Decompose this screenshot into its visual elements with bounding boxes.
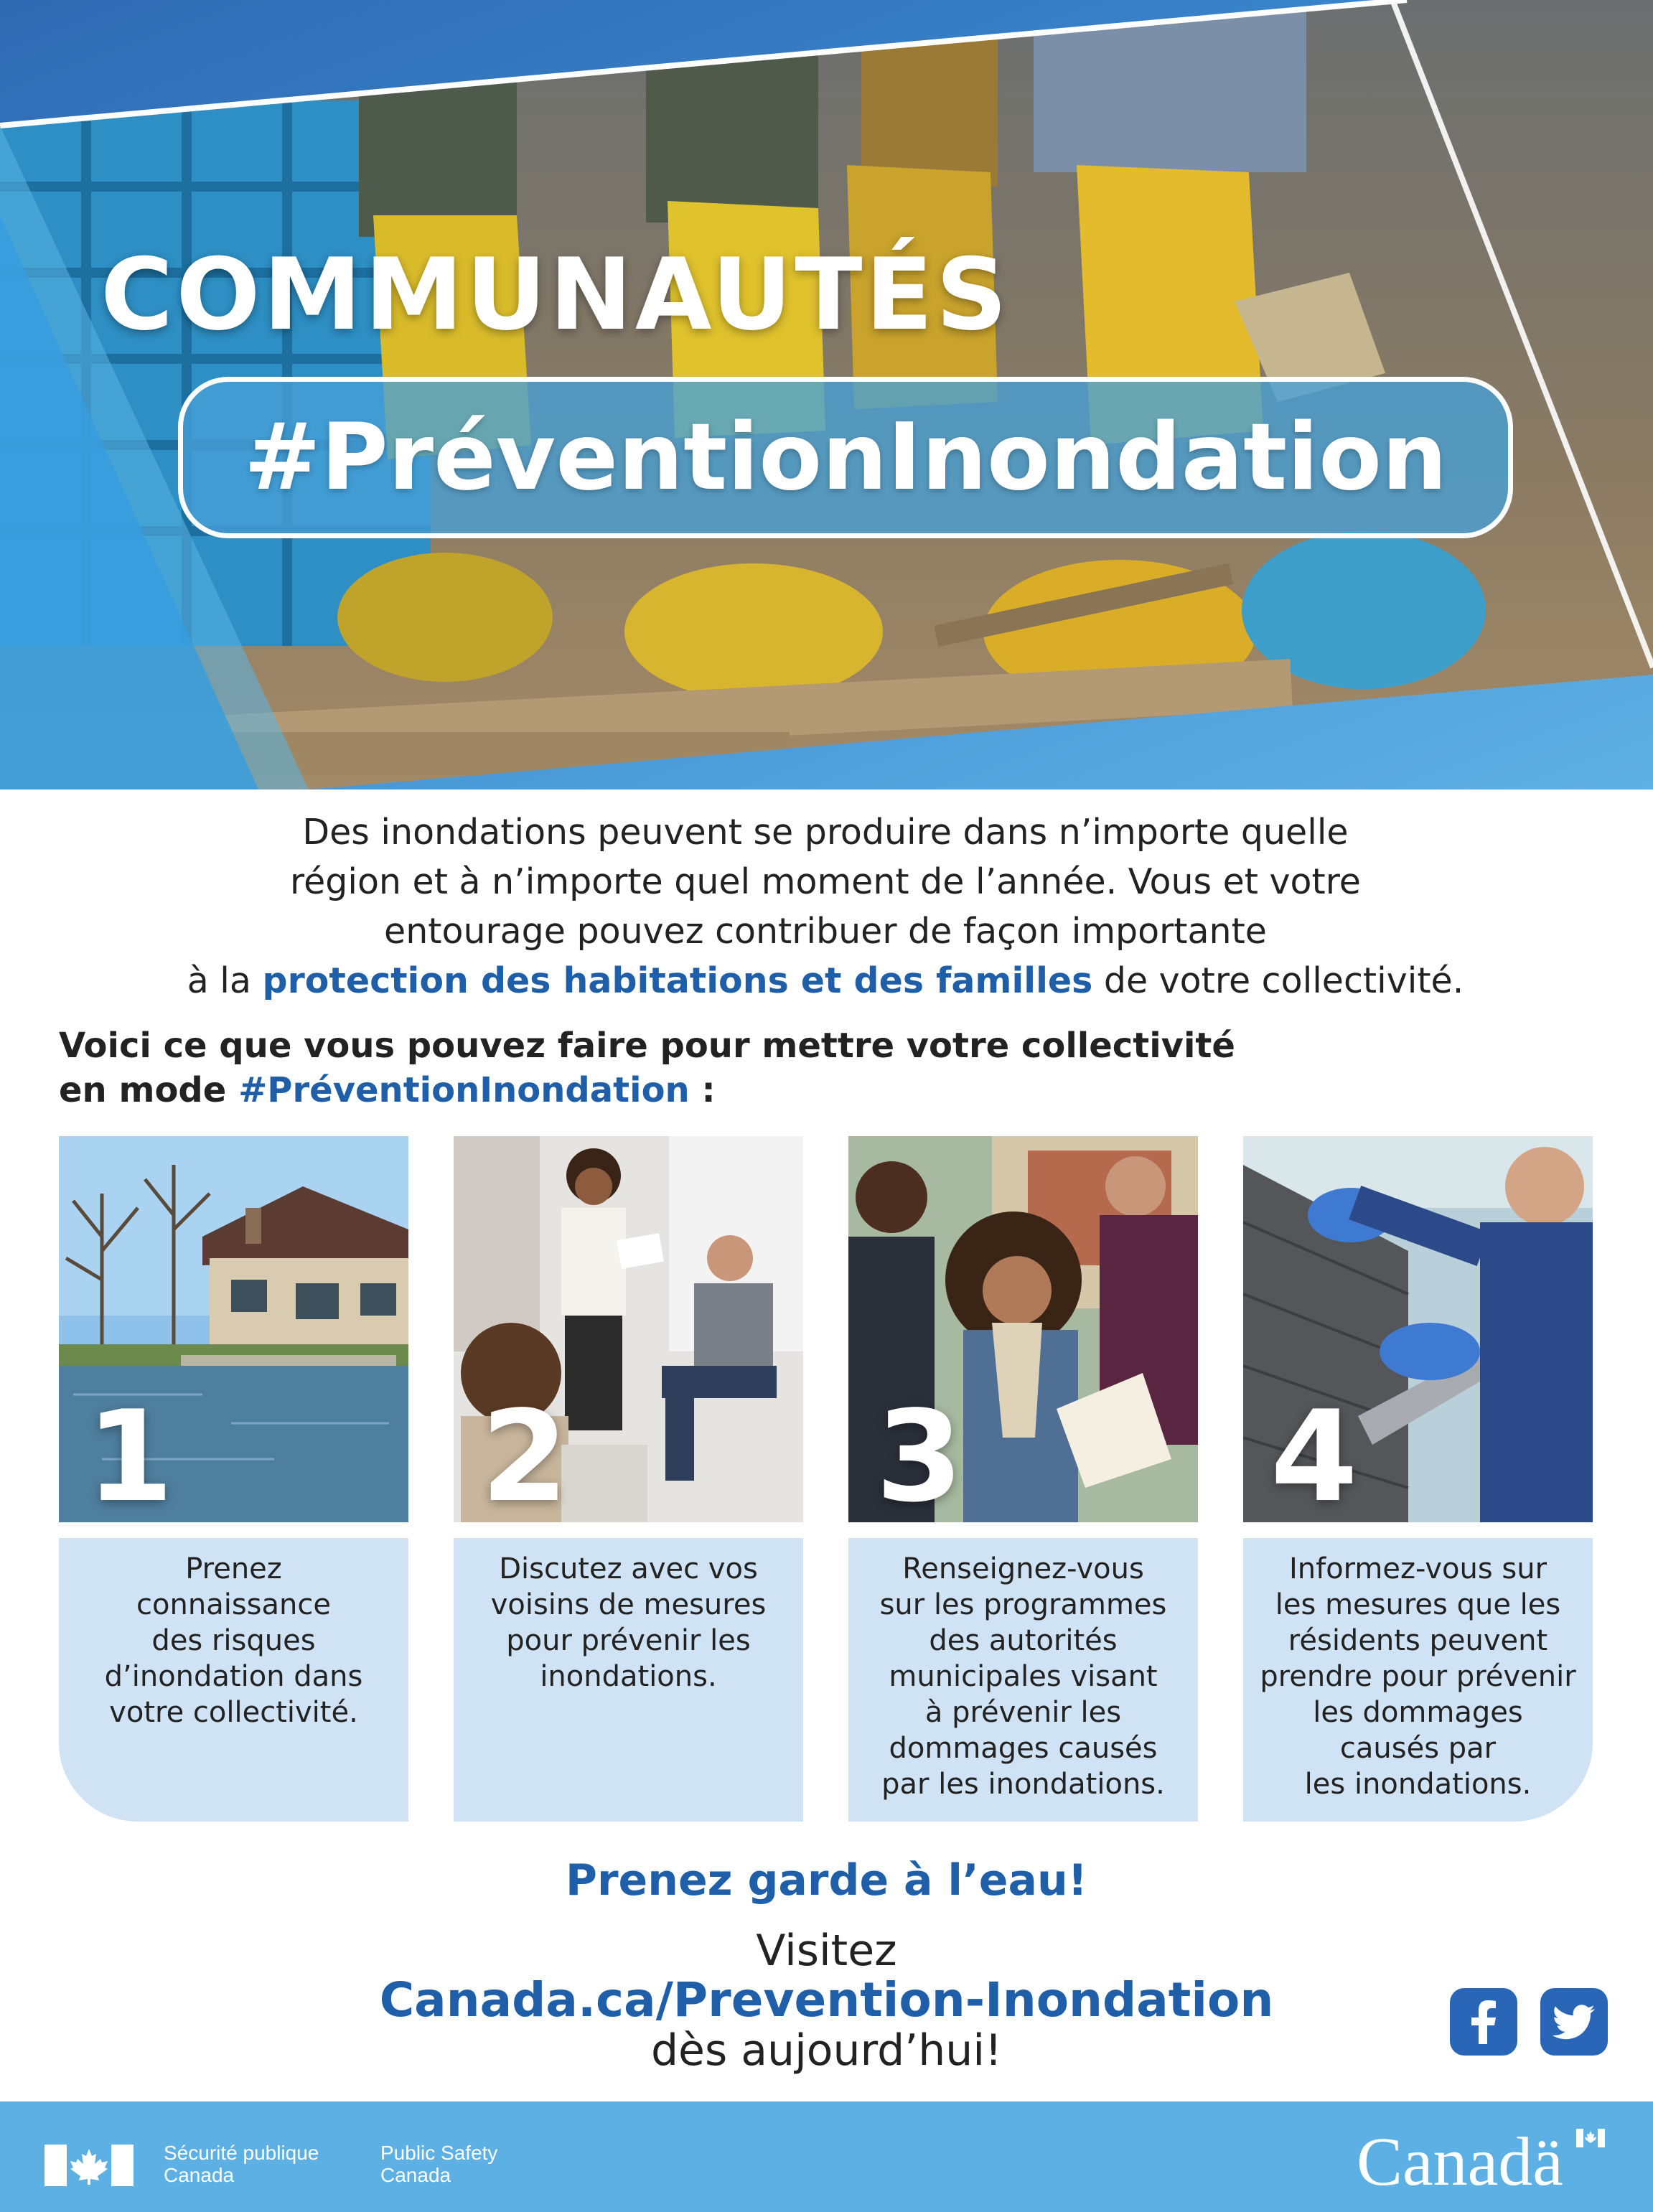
- step-line: à prévenir les: [924, 1696, 1122, 1729]
- step-line: prendre pour prévenir: [1260, 1660, 1576, 1693]
- footer-bar: [0, 2101, 1653, 2212]
- intro-line: région et à n’importe quel moment de l’année. Vous et votre: [290, 861, 1361, 902]
- step-line: votre collectivité.: [109, 1696, 358, 1729]
- step-line: Prenez: [185, 1552, 282, 1585]
- cta-after: dès aujourd’hui!: [650, 2025, 1003, 2076]
- step-line: municipales visant: [889, 1660, 1158, 1693]
- cta-slogan: Prenez garde à l’eau!: [565, 1855, 1088, 1906]
- hashtag-text: #PréventionInondation: [243, 404, 1448, 511]
- org-line: Sécurité publique: [164, 2142, 319, 2164]
- step-line: Informez-vous sur: [1288, 1552, 1547, 1585]
- lead-heading: [59, 1023, 1279, 1112]
- lead-text: :: [689, 1070, 716, 1110]
- intro-text: à la: [187, 960, 263, 1001]
- step-line: résidents peuvent: [1288, 1624, 1548, 1657]
- steps-grid: [59, 1136, 1593, 1822]
- hero-title: COMMUNAUTÉS: [100, 237, 1011, 352]
- step-description: [1243, 1538, 1593, 1822]
- step-line: voisins de mesures: [490, 1588, 767, 1621]
- step-line: connaissance: [136, 1588, 331, 1621]
- step-line: les mesures que les: [1275, 1588, 1561, 1621]
- step-line: par les inondations.: [881, 1768, 1165, 1801]
- cta-visit: Visitez: [756, 1926, 897, 1976]
- step-line: des risques: [151, 1624, 316, 1657]
- step-line: Renseignez-vous: [902, 1552, 1144, 1585]
- step-card-4: [1243, 1136, 1593, 1822]
- step-line: dommages causés: [889, 1732, 1158, 1765]
- step-number: 3: [876, 1384, 963, 1530]
- org-line: Canada: [164, 2164, 235, 2186]
- step-line: causés par: [1339, 1732, 1497, 1765]
- intro-line: Des inondations peuvent se produire dans n’importe quelle: [302, 812, 1349, 853]
- step-line: des autorités: [929, 1624, 1118, 1657]
- facebook-icon[interactable]: [1450, 1988, 1517, 2056]
- step-line: sur les programmes: [879, 1588, 1167, 1621]
- step-number: 4: [1270, 1384, 1358, 1530]
- org-name-english: [380, 2142, 497, 2186]
- hashtag-banner: [178, 377, 1513, 538]
- step-card-2: [454, 1136, 803, 1822]
- canada-flag-icon: [45, 2145, 134, 2186]
- intro-line: entourage pouvez contribuer de façon importante: [384, 911, 1267, 952]
- wordmark-flag-icon: [1576, 2129, 1605, 2147]
- intro-paragraph: [108, 807, 1543, 1006]
- intro-line: [108, 956, 1543, 1006]
- step-line: pour prévenir les: [506, 1624, 751, 1657]
- step-line: d’inondation dans: [104, 1660, 363, 1693]
- step-card-1: [59, 1136, 408, 1822]
- step-number: 1: [86, 1384, 174, 1530]
- step-description: [454, 1538, 803, 1822]
- org-name-french: [164, 2142, 319, 2186]
- intro-text: de votre collectivité.: [1092, 960, 1464, 1001]
- org-line: Public Safety: [380, 2142, 498, 2164]
- step-line: les inondations.: [1304, 1768, 1532, 1801]
- step-line: Discutez avec vos: [499, 1552, 758, 1585]
- step-description: [848, 1538, 1198, 1822]
- step-line: les dommages: [1313, 1696, 1523, 1729]
- lead-line: Voici ce que vous pouvez faire pour mettre votre collectivité: [59, 1026, 1235, 1066]
- step-description: [59, 1538, 408, 1822]
- lead-hashtag: #PréventionInondation: [238, 1070, 690, 1110]
- step-line: inondations.: [540, 1660, 717, 1693]
- canada-wordmark: Canadä: [1357, 2123, 1563, 2200]
- step-number: 2: [481, 1384, 568, 1530]
- intro-highlight: protection des habitations et des familles: [262, 960, 1093, 1001]
- website-link[interactable]: Canada.ca/Prevention-Inondation: [379, 1972, 1274, 2028]
- org-line: Canada: [380, 2164, 451, 2186]
- step-card-3: [848, 1136, 1198, 1822]
- lead-text: en mode: [59, 1070, 239, 1110]
- hero-banner: [0, 0, 1653, 789]
- twitter-icon[interactable]: [1540, 1988, 1608, 2056]
- lead-line: [59, 1068, 1279, 1112]
